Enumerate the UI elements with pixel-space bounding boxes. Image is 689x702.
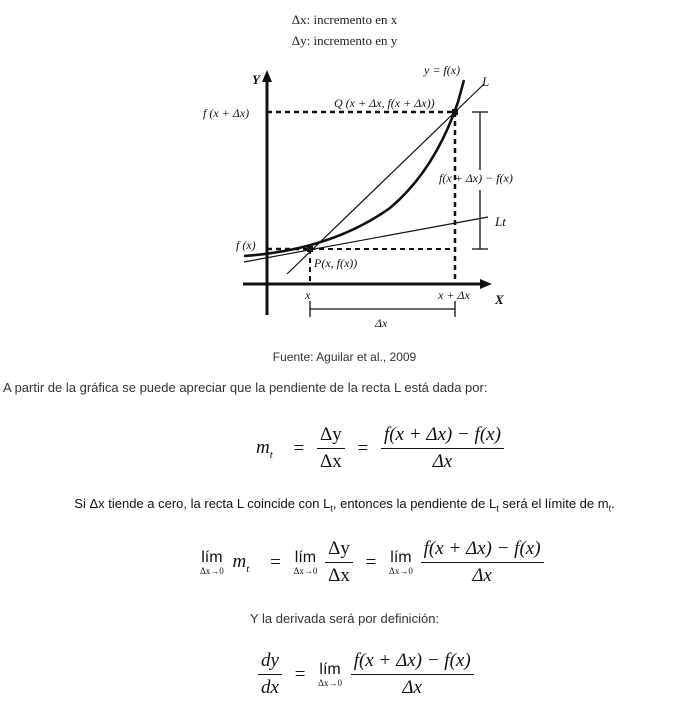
eq1-equals-1: =: [293, 437, 305, 459]
derivative-figure: [0, 0, 689, 345]
y-axis-arrow: [262, 70, 272, 82]
legend-delta-x: Δx: incremento en x: [291, 12, 398, 27]
point-p-marker: [307, 246, 313, 252]
eq1-equals-2: =: [357, 437, 369, 459]
eq2-fraction-2: $\frac{f(x + \Delta x) - f(x)}{\Delta x}$: [421, 538, 544, 587]
x-axis-arrow: [480, 279, 492, 289]
intro-paragraph: A partir de la gráfica se puede apreciar que la pendiente de la recta L está dada por:: [3, 380, 488, 395]
equation-slope: [256, 424, 504, 473]
delta-x-label: Δx: [375, 316, 388, 330]
eq3-dy-dx: $\frac{dy}{dx}$: [258, 650, 282, 699]
eq2-fraction-1: $\frac{\Delta y}{\Delta x}$: [325, 538, 353, 587]
line-lt-label: Lt: [495, 214, 506, 229]
line-l-label: L: [482, 74, 490, 89]
point-q-label: Q (x + Δx, f(x + Δx)): [334, 96, 435, 110]
tick-xdx-label: x + Δx: [438, 288, 470, 302]
limit-paragraph: Si Δx tiende a cero, la recta L coincide con $L_t$, entonces la pendiente de $L_t$ será el límite de $m_t$.: [74, 496, 615, 514]
definition-paragraph: Y la derivada será por definición:: [249, 611, 440, 626]
tick-fx-label: f (x): [236, 238, 256, 252]
tick-x-label: x: [305, 288, 311, 302]
eq3-lim: lím Δx→0: [318, 660, 342, 688]
rise-label: f(x + Δx) − f(x): [439, 171, 513, 185]
eq3-fraction: $\frac{f(x + \Delta x) - f(x)}{\Delta x}$: [351, 650, 474, 699]
eq2-lim-2: lím Δx→0: [293, 548, 318, 576]
axis-y-label: Y: [252, 72, 260, 87]
figure-caption: Fuente: Aguilar et al., 2009: [272, 350, 417, 364]
legend-delta-y: Δy: incremento en y: [291, 33, 398, 48]
eq1-fraction-1: $\frac{\Delta y}{\Delta x}$: [317, 424, 345, 473]
curve-label: y = f(x): [424, 63, 461, 77]
equation-derivative: [258, 650, 474, 699]
eq2-lim-3: lím Δx→0: [389, 548, 413, 576]
eq2-equals-2: =: [365, 551, 377, 573]
equation-limit: [200, 538, 544, 587]
point-q-marker: [452, 109, 458, 115]
eq2-m: $m_t$: [232, 550, 250, 575]
eq1-fraction-2: $\frac{f(x + \Delta x) - f(x)}{\Delta x}$: [381, 424, 504, 473]
eq1-lhs: $m_t$: [256, 436, 273, 461]
eq2-lim-1: lím Δx→0: [200, 548, 224, 576]
axis-x-label: X: [495, 292, 504, 307]
eq3-equals: =: [294, 663, 306, 685]
point-p-label: P(x, f(x)): [314, 256, 358, 270]
tick-fxdx-label: f (x + Δx): [203, 106, 250, 120]
eq2-equals-1: =: [270, 551, 281, 573]
